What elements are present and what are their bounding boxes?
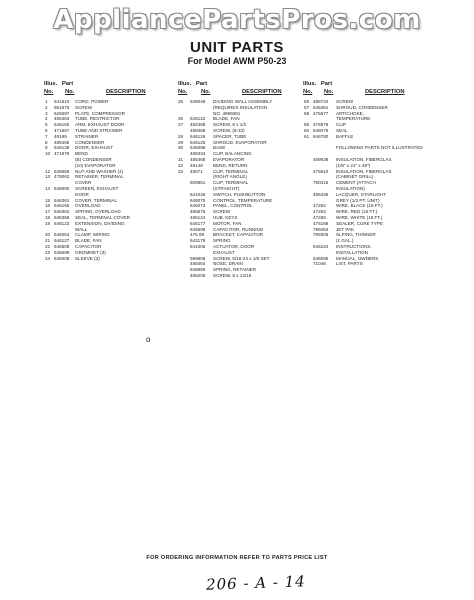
part-description: BRACKET, CAPACITOR: [213, 232, 264, 238]
illus-number: 56: [304, 99, 310, 104]
part-description: NOSE, DRAIN: [213, 261, 243, 267]
part-number: 646165: [54, 122, 70, 128]
part-description: BASE: [213, 145, 226, 151]
part-description: NUT AND WASHER (4): [75, 168, 124, 174]
part-description: (RIGHT ANGLE): [213, 174, 247, 180]
part-number: 485464: [190, 261, 206, 267]
part-number: 646075: [313, 127, 329, 133]
illus-number: 16: [45, 203, 51, 209]
parts-column-2: [178, 99, 302, 279]
part-description: LACQUER, STARLIGHT: [336, 191, 387, 197]
column-header-3: [303, 80, 332, 88]
illus-number: 28: [178, 133, 184, 139]
part-description: CONDENSER: [75, 139, 105, 145]
part-description: INSULATION): [336, 185, 365, 191]
part-description: (REQUIRES INSULATION: [213, 104, 268, 110]
part-number: 626697: [54, 110, 70, 116]
part-number: 646095: [313, 255, 329, 261]
part-description: CLIP, BALANCING: [213, 151, 252, 157]
part-description: SCREW, (8-32): [213, 127, 245, 133]
part-description: BEND: [75, 151, 88, 157]
part-description: BEND, RETURN: [213, 162, 248, 168]
part-number: 48571: [190, 168, 203, 174]
part-description: ACTUATOR, DOOR: [213, 243, 255, 249]
parts-row: [45, 256, 173, 262]
part-number: 646054: [54, 232, 70, 238]
part-description: WIRE, BLACK (15 FT.): [336, 203, 383, 209]
part-description: DOOR, EXHAUST: [75, 145, 114, 151]
part-number: 475610: [313, 168, 329, 174]
part-description: (STRAIGHT): [213, 185, 240, 191]
part-number: 47263: [313, 209, 326, 215]
part-description: TUBE, RESTRICTOR: [75, 116, 120, 122]
model-subtitle: For Model AWM P50-23: [187, 56, 287, 66]
part-description: WALL: [75, 226, 88, 232]
column-header-3b: [303, 88, 405, 96]
header-description: DESCRIPTION: [105, 89, 146, 95]
part-description: INSULATION, FIBERGLAS: [336, 168, 392, 174]
part-description: SCREW: [336, 99, 354, 104]
header-no: No.: [178, 89, 188, 95]
part-number: 646668: [54, 168, 70, 174]
part-number: 645366: [54, 214, 70, 220]
part-description: SEALER, CURE TYPE: [336, 220, 383, 226]
header-part: Part: [320, 81, 333, 87]
illus-number: 19: [45, 220, 51, 226]
part-number: 646095: [190, 145, 206, 151]
illus-number: 30: [178, 145, 184, 151]
illus-number: 22: [45, 243, 51, 249]
part-number: 646164: [313, 243, 329, 249]
part-number: 645698: [190, 226, 206, 232]
part-number: 646362: [54, 209, 70, 215]
illus-number: 2: [45, 104, 48, 110]
part-number: 475577: [313, 110, 329, 116]
illus-number: 14: [45, 185, 51, 191]
illus-number: 29: [178, 139, 184, 145]
part-number: 646126: [190, 133, 206, 139]
illus-number: 6: [45, 127, 48, 133]
part-description: CLIP, TERMINAL: [213, 180, 249, 186]
illus-number: 25: [178, 99, 184, 104]
part-number: 641005: [190, 243, 206, 249]
part-description: CLIP: [336, 122, 347, 128]
part-description: SCREEN, EXHAUST: [75, 185, 119, 191]
part-description: RETAINER, TERMINAL: [75, 174, 124, 180]
part-number: 641046: [190, 191, 206, 197]
part-description: CLIP, TERMINAL: [213, 168, 249, 174]
header-no-2: No.: [323, 89, 334, 95]
column-header-1b: [44, 88, 146, 96]
illus-number: 33: [178, 168, 184, 174]
part-number: 488734: [313, 99, 329, 104]
illus-number: 57: [304, 104, 310, 110]
part-number: 49199: [54, 133, 67, 139]
part-description: SEAL, TERMINAL COVER: [75, 214, 130, 220]
stray-mark: o: [146, 335, 151, 344]
part-number: 646690: [54, 185, 70, 191]
header-description: DESCRIPTION: [364, 89, 405, 95]
part-description: SCREW: [75, 104, 93, 110]
part-description: EVAPORATOR: [213, 156, 245, 162]
part-description: JET PAK: [336, 226, 355, 232]
illus-number: 32: [178, 162, 184, 168]
part-description: SCREW, 5/16-24 x 1/8 SET: [213, 255, 270, 261]
part-number: 475578: [313, 122, 329, 128]
header-description: DESCRIPTION: [241, 89, 282, 95]
part-description: CAPACITOR: [75, 243, 102, 249]
part-number: 799453: [313, 226, 329, 232]
part-description: DIVIDING WALL ASSEMBLY: [213, 99, 273, 104]
part-description: CLAMP, WIRING: [75, 232, 110, 238]
part-number: 485468: [190, 156, 206, 162]
illus-number: 15: [45, 197, 51, 203]
illus-number: 59: [304, 122, 310, 128]
illus-number: 7: [45, 133, 48, 139]
part-number: 641810: [54, 99, 70, 104]
part-description: (B) CONDENSER: [75, 156, 112, 162]
illus-number: 18: [45, 214, 51, 220]
illus-number: 5: [45, 122, 48, 128]
part-number: 649408: [54, 255, 70, 261]
parts-column-3: [304, 99, 444, 267]
part-description: SLPING, THINNER: [336, 232, 376, 238]
part-description: CORD, POWER: [75, 99, 109, 104]
part-description: SWITCH, PUSHBUTTON: [213, 191, 266, 197]
part-number: 799305: [313, 232, 329, 238]
part-description: SPRING: [213, 238, 231, 244]
header-part: Part: [195, 81, 208, 87]
part-number: 469938: [313, 156, 329, 162]
part-number: 486576: [190, 209, 206, 215]
part-description: CEMENT (ATTACH: [336, 180, 376, 186]
part-description: ARTICHOKE,: [336, 110, 364, 116]
header-illus: Illus.: [303, 81, 317, 87]
illus-number: 31: [178, 156, 184, 162]
header-illus: Illus.: [178, 81, 192, 87]
illus-number: 27: [178, 122, 184, 128]
part-description: NO. 4699381: [213, 110, 241, 116]
header-part: Part: [61, 81, 74, 87]
part-number: 475 89: [190, 232, 205, 238]
part-number: 646123: [54, 220, 70, 226]
part-number: 790416: [313, 180, 329, 186]
part-number: 498468: [190, 127, 206, 133]
part-description: WIRE, RED (15 FT.): [336, 209, 378, 215]
part-number: 643179: [190, 238, 206, 244]
part-description: (10) EVAPORATOR: [75, 162, 116, 168]
part-description: DOOR: [75, 191, 89, 197]
illus-number: 8: [45, 139, 48, 145]
part-description: CAPACITOR, RUNNING: [213, 226, 264, 232]
part-description: FOLLOWING PARTS NOT ILLUSTRATED: [336, 145, 423, 151]
parts-row: [304, 261, 444, 267]
part-description: EXTENSION, DIVIDING: [75, 220, 125, 226]
part-number: 485465: [54, 139, 70, 145]
page-title: UNIT PARTS: [190, 39, 284, 56]
column-header-2: [178, 80, 207, 88]
part-description: SCREW: [213, 209, 231, 215]
part-description: MANUAL, OWNERS: [336, 255, 379, 261]
part-number: 482468: [190, 122, 206, 128]
header-no-2: No.: [64, 89, 75, 95]
part-description: EXHAUST: [213, 249, 235, 255]
part-description: PLATE, COMPRESSOR: [75, 110, 125, 116]
header-no: No.: [44, 89, 54, 95]
part-number: 646139: [54, 145, 70, 151]
part-description: TUBE AND STRAINER: [75, 127, 123, 133]
part-number: 471667: [54, 127, 70, 133]
watermark-banner: [0, 0, 474, 40]
part-number: 49148: [190, 162, 203, 168]
header-no-2: No.: [200, 89, 211, 95]
illus-number: 61: [304, 133, 310, 139]
parts-row: [178, 273, 302, 279]
part-description: GROMMET (3): [75, 249, 106, 255]
part-number: 485436: [313, 191, 329, 197]
part-description: COVER, TERMINAL: [75, 197, 118, 203]
header-no: No.: [303, 89, 313, 95]
illus-number: 58: [304, 110, 310, 116]
part-description: ARM, EXHAUST DOOR: [75, 122, 125, 128]
illus-number: 20: [45, 232, 51, 238]
part-number: 646122: [190, 116, 206, 122]
illus-number: 17: [45, 209, 51, 215]
illus-number: 26: [178, 116, 184, 122]
part-description: BLADE, FAN: [75, 238, 102, 244]
part-description: BAFFLE: [336, 133, 354, 139]
illus-number: 12: [45, 168, 51, 174]
ordering-footer: FOR ORDERING INFORMATION REFER TO PARTS PRICE LIST: [146, 555, 328, 561]
part-description: INSTALLATION: [336, 249, 368, 255]
illus-number: 1: [45, 99, 48, 104]
part-description: WIRE, WHITE (15 FT.): [336, 214, 383, 220]
part-number: 646361: [313, 104, 329, 110]
part-number: 609861: [190, 180, 206, 186]
part-number: 645699: [54, 249, 70, 255]
part-description: BLADE, FAN: [213, 116, 240, 122]
part-number: 599605: [190, 255, 206, 261]
part-description: SHROUD, EVAPORATOR: [213, 139, 267, 145]
illus-number: 3: [45, 110, 48, 116]
illus-number: 10: [45, 151, 51, 157]
part-number: 475062: [54, 174, 70, 180]
part-number: 471879: [54, 151, 70, 157]
part-description: STRAINER: [75, 133, 99, 139]
part-number: 71048: [313, 261, 326, 267]
part-description: SLEEVE (3): [75, 255, 100, 261]
part-description: SPACER, TUBE: [213, 133, 247, 139]
part-description: LIST, PARTS: [336, 261, 363, 267]
part-number: 649075: [190, 197, 206, 203]
part-number: 475168: [313, 220, 329, 226]
part-description: SEAL: [336, 127, 348, 133]
part-number: 646127: [54, 238, 70, 244]
part-description: GREY (1/2 PT. UNIT): [336, 197, 380, 203]
part-description: SPRING, RETAINER: [213, 267, 257, 273]
part-description: OVERLOAD: [75, 203, 101, 209]
part-number: 485464: [54, 116, 70, 122]
site-watermark: AppliancePartsPros.com: [53, 5, 421, 35]
part-number: 646361: [54, 197, 70, 203]
part-number: 646177: [190, 220, 206, 226]
column-header-1: [44, 80, 73, 88]
part-number: 47264: [313, 203, 326, 209]
part-description: TEMPERATURE: [336, 116, 371, 122]
part-description: (1 GAL.): [336, 238, 354, 244]
illus-number: 21: [45, 238, 51, 244]
part-description: (1/8" x 21" x 48"): [336, 162, 371, 168]
handwritten-code: 206 - A - 14: [205, 572, 307, 594]
part-description: INSTRUCTIONS,: [336, 243, 372, 249]
illus-number: 23: [45, 249, 51, 255]
part-number: 47265: [313, 214, 326, 220]
part-number: 646072: [190, 203, 206, 209]
header-illus: Illus.: [44, 81, 58, 87]
illus-number: 4: [45, 116, 48, 122]
illus-number: 60: [304, 127, 310, 133]
part-number: 646125: [190, 139, 206, 145]
part-number: 488334: [190, 151, 206, 157]
part-description: MOTOR, FAN: [213, 220, 242, 226]
part-number: 646165: [54, 203, 70, 209]
parts-column-1: [45, 99, 173, 261]
illus-number: 13: [45, 174, 51, 180]
part-description: HUB, KEYS: [213, 214, 238, 220]
part-description: (CABINET GRILL): [336, 174, 374, 180]
part-number: 486124: [190, 214, 206, 220]
part-description: SCREW, 8 x 13/16: [213, 272, 252, 278]
part-number: 648860: [190, 267, 206, 273]
part-description: COVER: [75, 180, 92, 186]
part-number: 646508: [54, 243, 70, 249]
part-description: SCREW, 8 x 1/2: [213, 122, 247, 128]
part-description: CONTROL, TEMPERATURE: [213, 197, 273, 203]
column-header-2b: [178, 88, 282, 96]
part-number: 649049: [190, 99, 206, 104]
part-description: INSULATION, FIBERGLAS: [336, 156, 392, 162]
part-number: 646780: [313, 133, 329, 139]
part-number: 486206: [190, 272, 206, 278]
part-number: 661875: [54, 104, 70, 110]
illus-number: 9: [45, 145, 48, 151]
part-description: SPRING, OVERLOAD: [75, 209, 121, 215]
part-description: SHROUD, CONDENSER: [336, 104, 388, 110]
part-description: PANEL, CONTROL: [213, 203, 253, 209]
illus-number: 24: [45, 255, 51, 261]
